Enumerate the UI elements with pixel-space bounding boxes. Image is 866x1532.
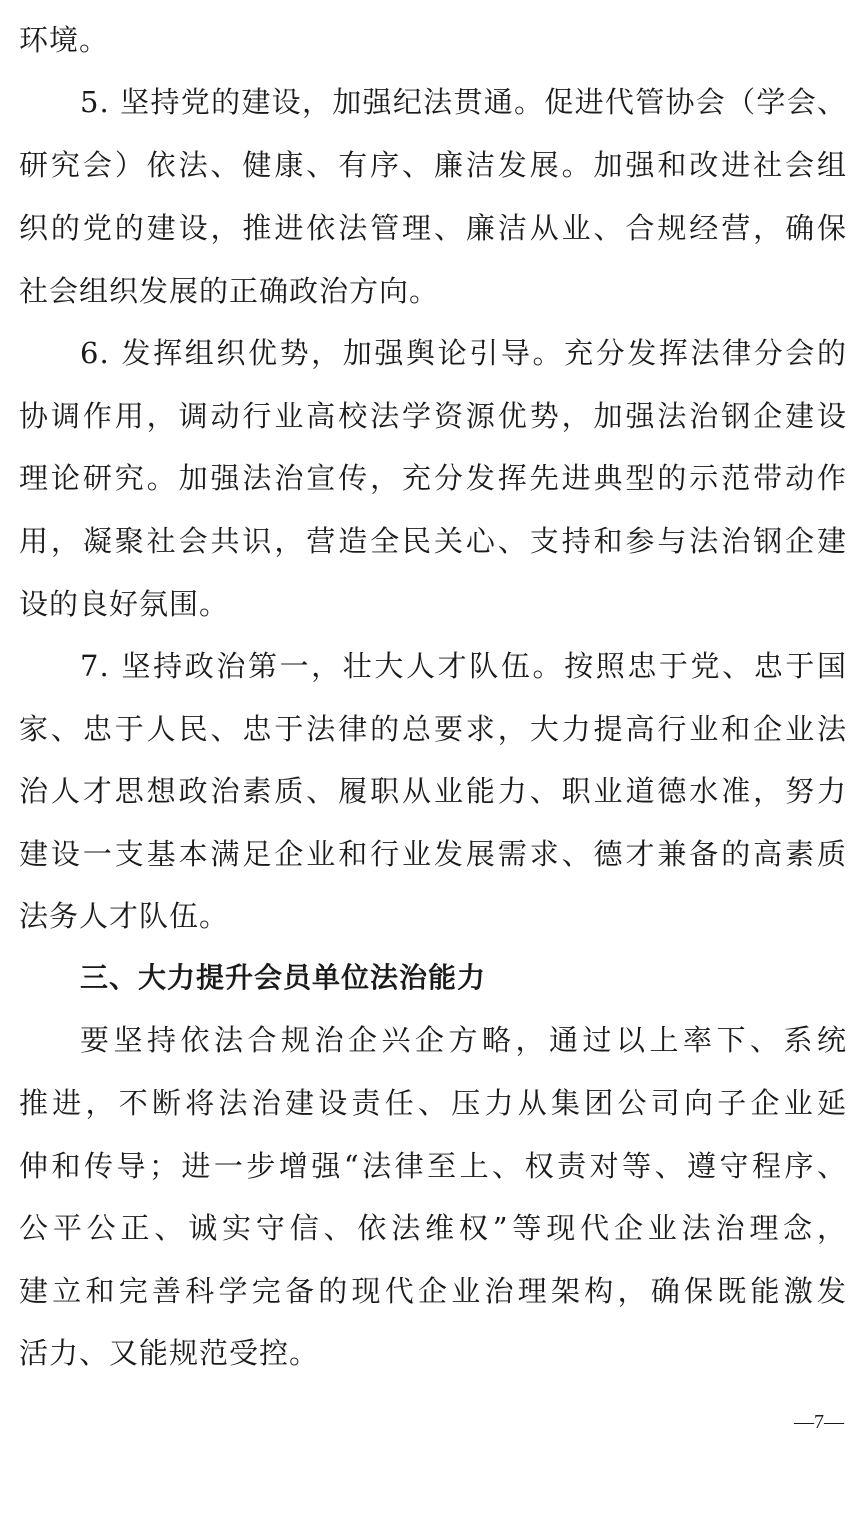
paragraph-line: 5. 坚持党的建设，加强纪法贯通。促进代管协会（学会、 (80, 85, 847, 119)
paragraph-line: 6. 发挥组织优势，加强舆论引导。充分发挥法律分会的 (80, 336, 847, 370)
paragraph-line: 法务人才队伍。 (19, 899, 230, 933)
paragraph-line: 活力、又能规范受控。 (19, 1336, 320, 1370)
paragraph-line: 要坚持依法合规治企兴企方略，通过以上率下、系统 (80, 1023, 847, 1057)
paragraph-line: 公平公正、诚实守信、依法维权”等现代企业法治理念， (19, 1211, 847, 1245)
paragraph-line: 织的党的建设，推进依法管理、廉洁从业、合规经营，确保 (19, 211, 847, 245)
section-heading: 三、大力提升会员单位法治能力 (80, 961, 487, 994)
paragraph-line: 用，凝聚社会共识，营造全民关心、支持和参与法治钢企建 (19, 524, 847, 558)
page-number: —7— (794, 1411, 844, 1433)
paragraph-line: 社会组织发展的正确政治方向。 (19, 274, 440, 308)
paragraph-line: 设的良好氛围。 (19, 587, 230, 621)
paragraph-line: 建设一支基本满足企业和行业发展需求、德才兼备的高素质 (19, 837, 847, 871)
paragraph-line: 建立和完善科学完备的现代企业治理架构，确保既能激发 (19, 1274, 847, 1308)
paragraph-line: 治人才思想政治素质、履职从业能力、职业道德水准，努力 (19, 774, 847, 808)
paragraph-line: 理论研究。加强法治宣传，充分发挥先进典型的示范带动作 (19, 461, 847, 495)
paragraph-line: 伸和传导；进一步增强“法律至上、权责对等、遵守程序、 (19, 1149, 847, 1183)
paragraph-line: 推进，不断将法治建设责任、压力从集团公司向子企业延 (19, 1086, 847, 1120)
paragraph-line: 家、忠于人民、忠于法律的总要求，大力提高行业和企业法 (19, 712, 847, 746)
paragraph-line: 7. 坚持政治第一，壮大人才队伍。按照忠于党、忠于国 (80, 649, 847, 683)
paragraph-line: 协调作用，调动行业高校法学资源优势，加强法治钢企建设 (19, 399, 847, 433)
paragraph-line: 环境。 (19, 23, 110, 57)
paragraph-line: 研究会）依法、健康、有序、廉洁发展。加强和改进社会组 (19, 148, 847, 182)
